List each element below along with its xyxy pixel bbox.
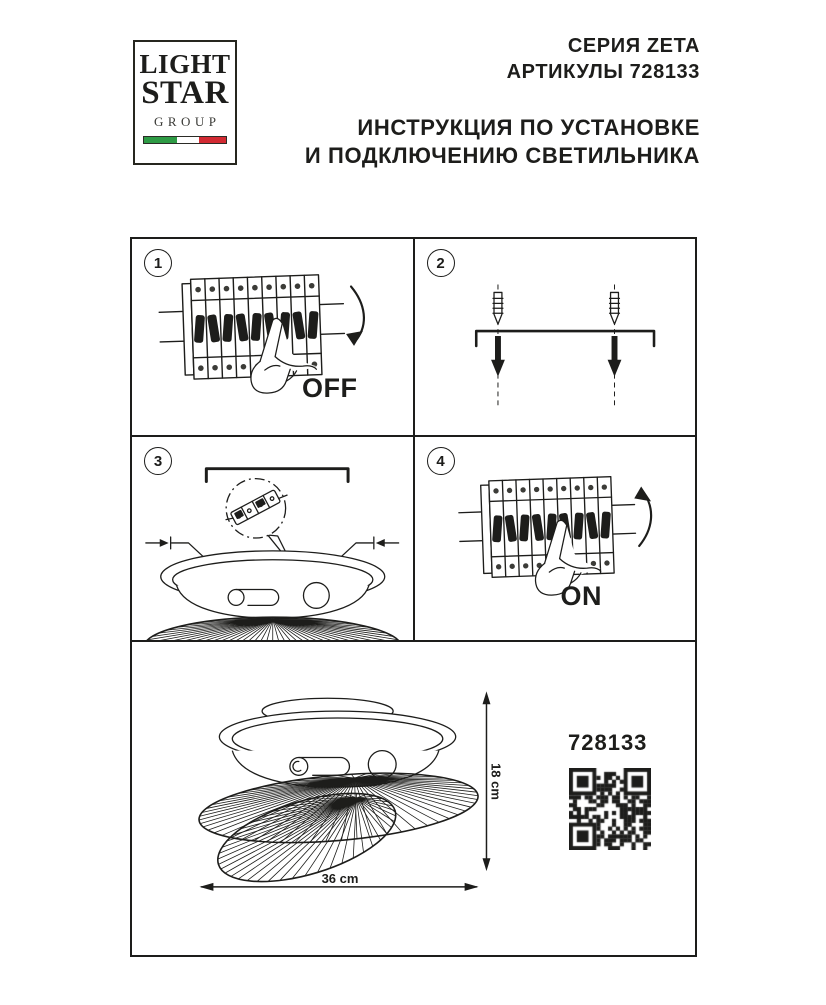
mounting-screw-left xyxy=(491,285,505,408)
step-4-number: 4 xyxy=(436,452,445,470)
height-dimension-label: 18 cm xyxy=(488,763,504,800)
step-3-badge xyxy=(144,447,172,475)
instruction-title-line2: И ПОДКЛЮЧЕНИЮ СВЕТИЛЬНИКА xyxy=(304,142,700,168)
instruction-title-line1: ИНСТРУКЦИЯ ПО УСТАНОВКЕ xyxy=(357,114,700,140)
header-text-block xyxy=(305,33,700,170)
italian-flag-bar xyxy=(143,136,227,144)
mounting-screw-right xyxy=(607,285,621,408)
off-label: OFF xyxy=(302,373,358,403)
step-4-badge xyxy=(427,447,455,475)
flag-green-segment xyxy=(144,137,177,143)
width-dimension-label: 36 cm xyxy=(321,871,359,886)
product-article-number: 728133 xyxy=(568,730,648,755)
ceiling-bracket-bar xyxy=(206,469,348,482)
step-2-panel xyxy=(415,239,696,435)
product-panel xyxy=(132,642,695,955)
circuit-breaker-drawing xyxy=(158,274,346,380)
logo-text-star: STAR xyxy=(141,74,229,111)
rotate-down-arrow xyxy=(351,287,364,339)
canopy-band xyxy=(177,586,369,619)
flag-red-segment xyxy=(199,137,226,143)
breaker-on-illustration xyxy=(415,437,696,640)
bracket-mounting-illustration xyxy=(415,239,696,435)
article-number-line: АРТИКУЛЫ 728133 xyxy=(506,61,700,84)
step-2-badge xyxy=(427,249,455,277)
wire-shade-drawing xyxy=(144,617,402,640)
step-1-badge xyxy=(144,249,172,277)
step-2-number: 2 xyxy=(436,254,445,272)
logo-text-group: GROUP xyxy=(153,113,221,129)
step-1-panel xyxy=(132,239,415,435)
logo-text-light: LIGHT xyxy=(139,49,231,79)
series-title: СЕРИЯ ZETA xyxy=(567,35,700,57)
breaker-off-illustration xyxy=(132,239,413,435)
instruction-grid xyxy=(130,237,697,957)
step-4-panel xyxy=(415,437,696,640)
step-3-panel xyxy=(132,437,415,640)
on-label: ON xyxy=(560,581,602,611)
rotate-up-arrowhead xyxy=(634,487,651,502)
lightstar-logo xyxy=(133,40,237,165)
fixture-attachment-illustration xyxy=(132,437,413,640)
flag-white-segment xyxy=(177,137,199,143)
rotate-up-arrow xyxy=(639,493,651,545)
step-3-number: 3 xyxy=(153,452,163,470)
step-1-number: 1 xyxy=(153,254,163,272)
qr-code xyxy=(569,768,651,850)
mounting-bracket xyxy=(476,331,654,346)
side-knob xyxy=(303,583,329,609)
rotate-down-arrowhead xyxy=(346,331,363,346)
